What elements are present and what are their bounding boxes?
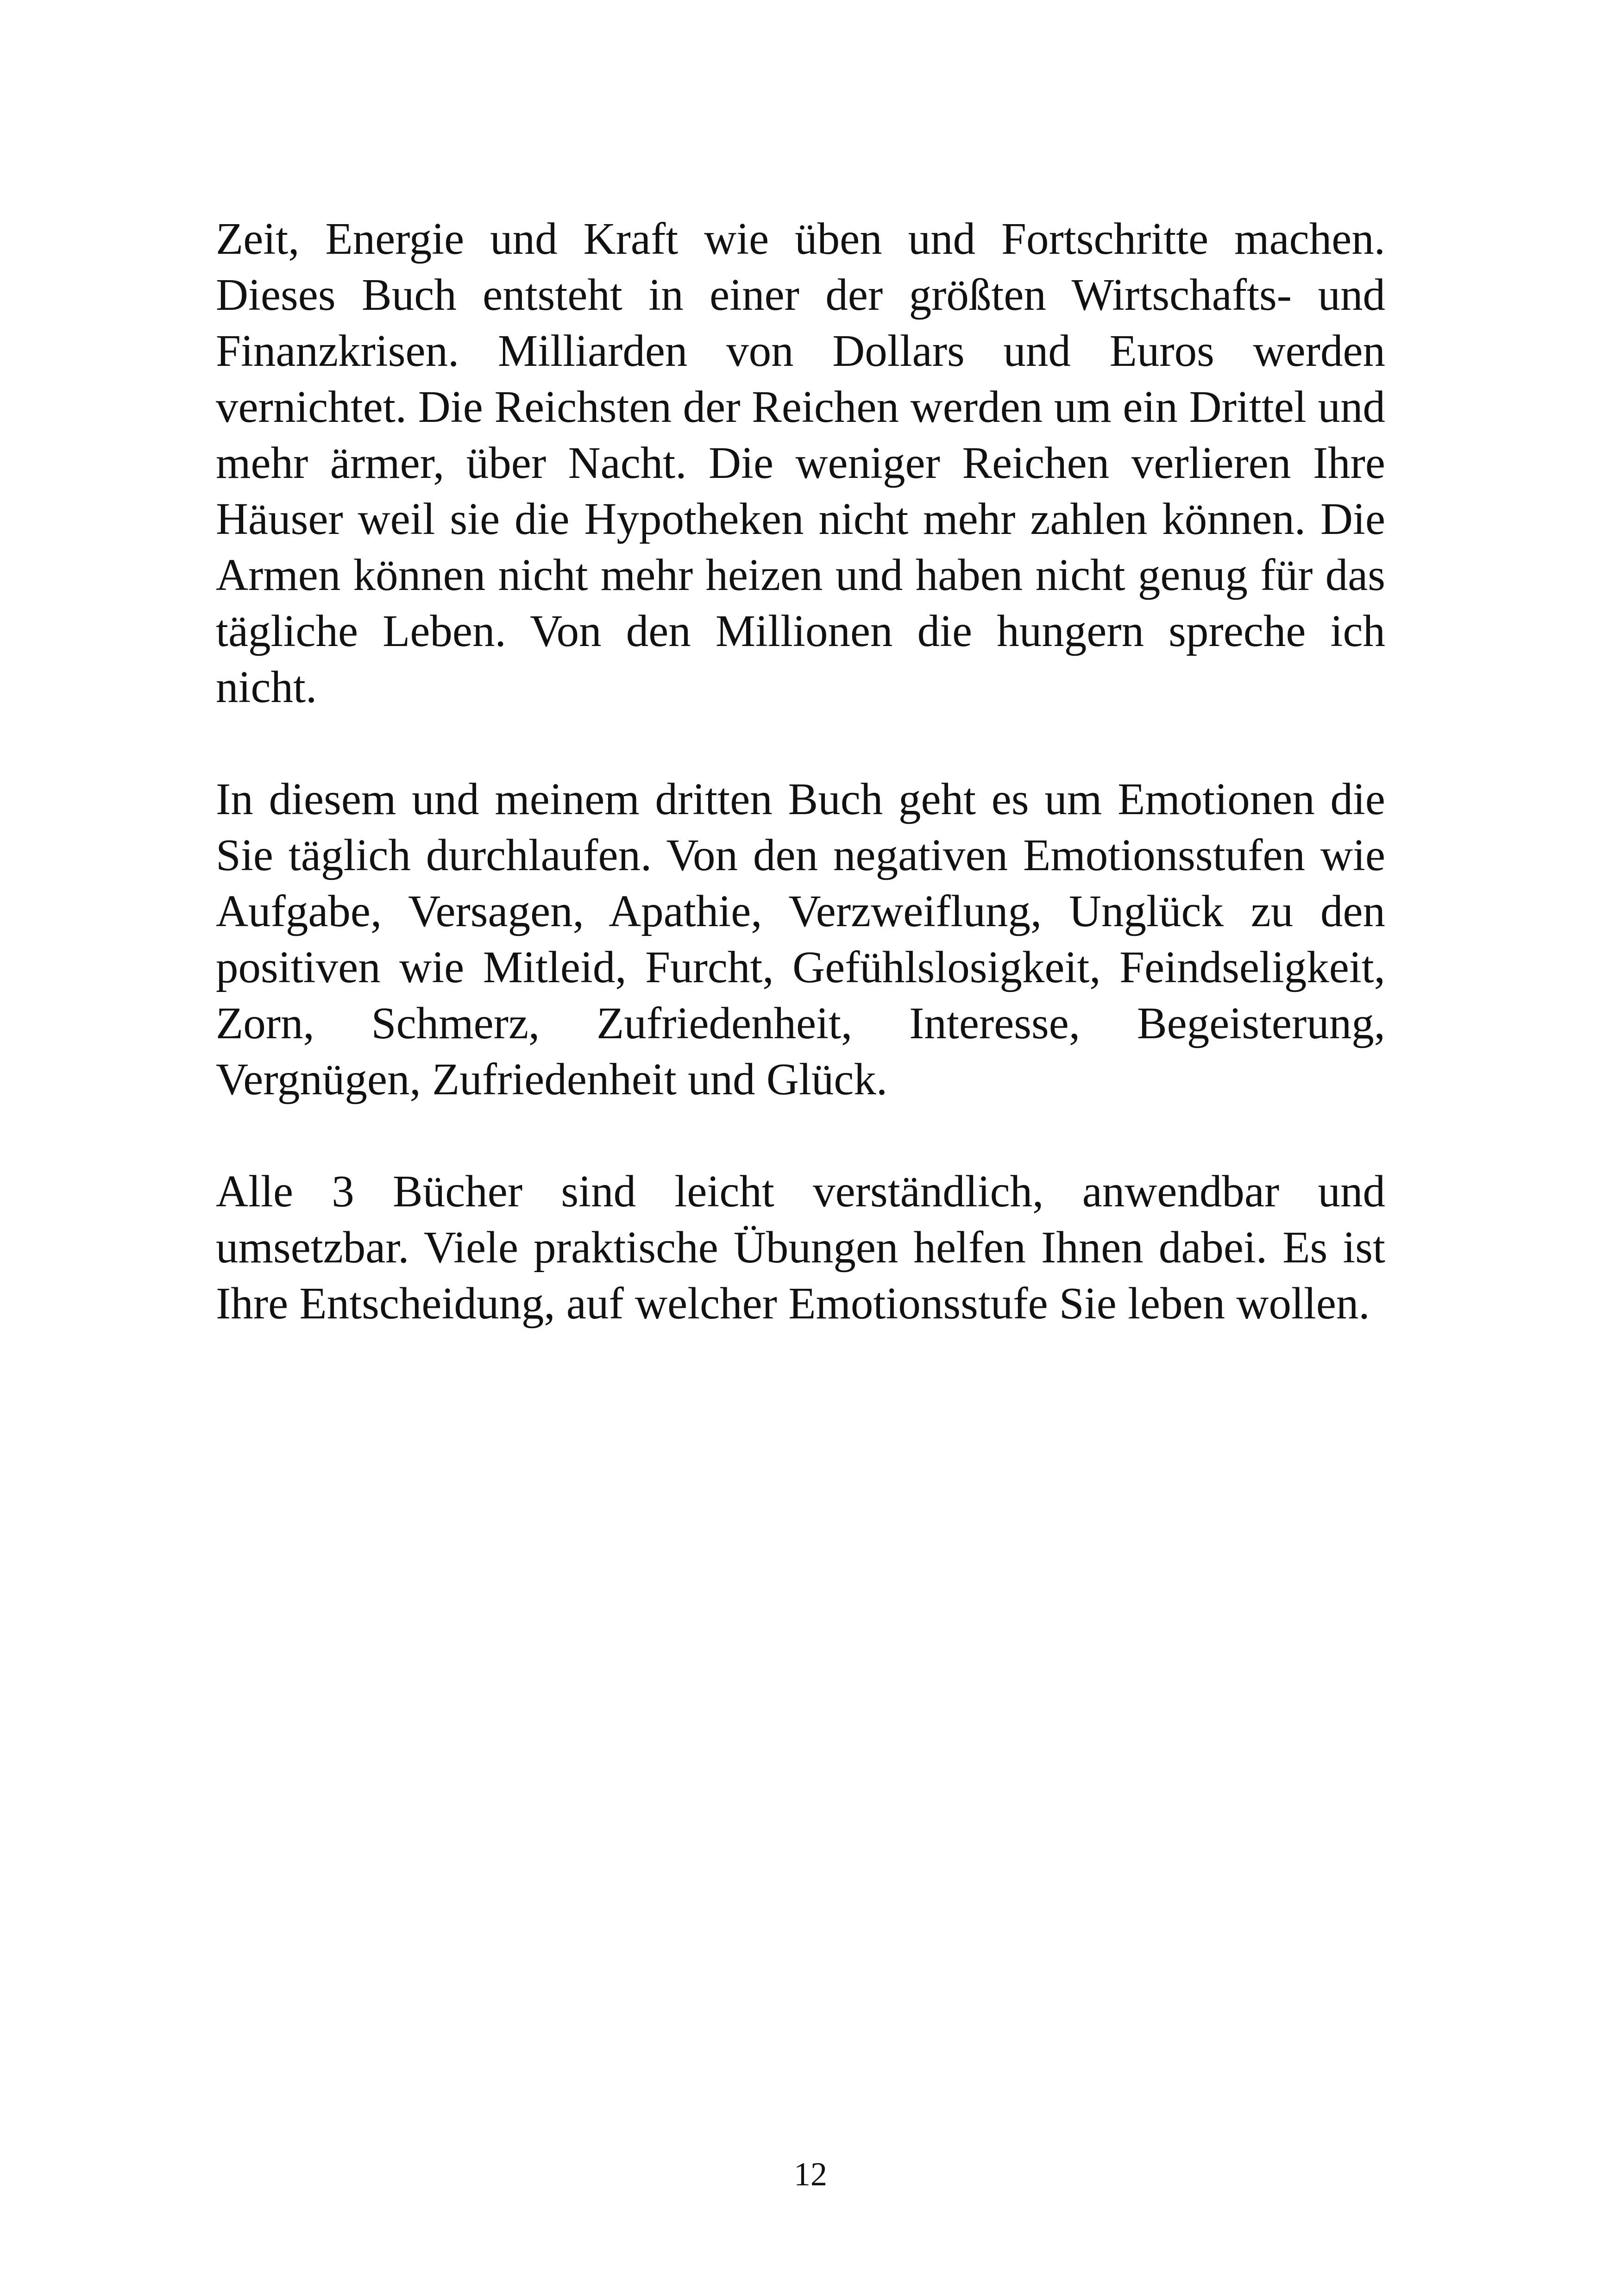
body-text (216, 211, 1385, 1331)
page-number: 12 (794, 2156, 827, 2193)
paragraph-1: Zeit, Energie und Kraft wie üben und Fortschritte machen. Dieses Buch entsteht in einer der größten Wirtschafts- und Finanzkrisen. Milliarden von Dollars und Euros werden vernichtet. Die Reichsten der Reichen werden um ein Drittel und mehr ärmer, über Nacht. Die weniger Reichen verlieren Ihre Häuser weil sie die Hypotheken nicht mehr zahlen können. Die Armen können nicht mehr heizen und haben nicht genug für das tägliche Leben. Von den Millionen die hungern spreche ich nicht. (216, 214, 1385, 712)
paragraph-2: In diesem und meinem dritten Buch geht es um Emotionen die Sie täglich durchlaufen. Von den negativen Emotionsstufen wie Aufgabe, Versagen, Apathie, Verzweiflung, Unglück zu den positiven wie Mitleid, Furcht, Gefühlslosigkeit, Feindseligkeit, Zorn, Schmerz, Zufriedenheit, Interesse, Begeisterung, Vergnügen, Zufriedenheit und Glück. (216, 774, 1385, 1104)
paragraph-3: Alle 3 Bücher sind leicht verständlich, anwendbar und umsetzbar. Viele praktische Übungen helfen Ihnen dabei. Es ist Ihre Entscheidung, auf welcher Emotionsstufe Sie leben wollen. (216, 1167, 1385, 1328)
